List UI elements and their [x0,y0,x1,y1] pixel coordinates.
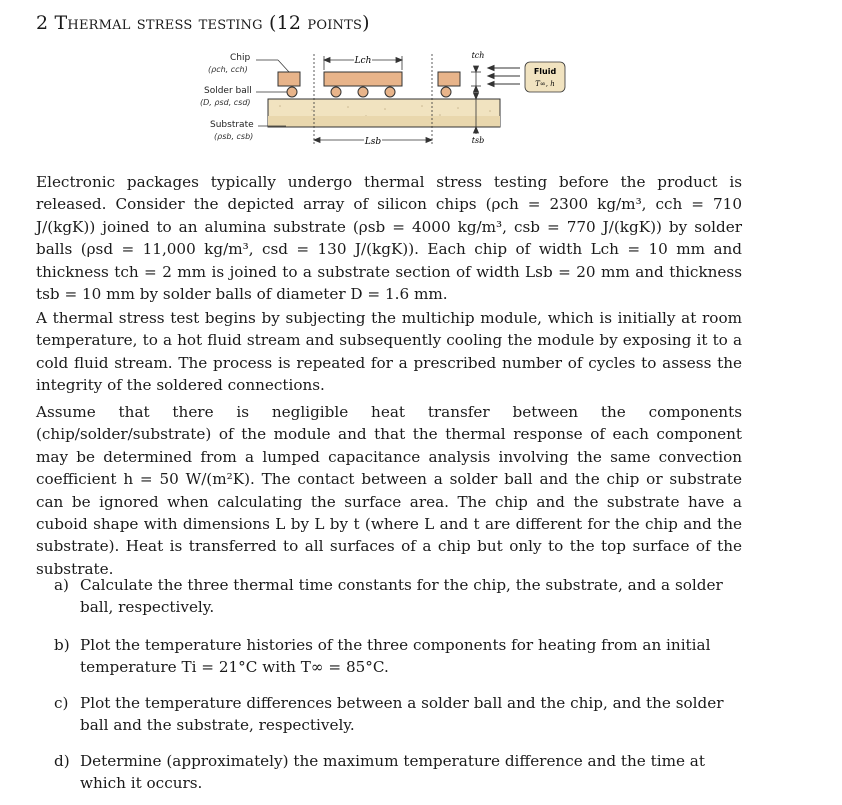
question-letter: b) [54,636,70,654]
chip-right [438,72,460,86]
paragraph-assumptions: Assume that there is negligible heat transfer between the components (chip/solder/substrate) of the module and that the thermal response of each component may be determined from a lumped capacitance analysis involving the same convection coefficient h = 50 W/(m²K). The contact between a solder ball and the chip or substrate can be ignored when calculating the surface area. The chip and the substrate have a cuboid shape with dimensions L by L by t (where L and t are different for the chip and the substrate). Heat is transferred to all surfaces of a chip but only to the top surface of the substrate. [36,403,742,578]
section-number: 2 [36,12,49,34]
question-letter: a) [54,576,69,594]
paragraph-test-description: A thermal stress test begins by subjecting the multichip module, which is initially at room temperature, to a hot fluid stream and subsequently cooling the module by exposing it to a cold fluid stream. The process is repeated for a prescribed number of cycles to assess the integrity of the soldered connections. [36,309,742,395]
paragraph-problem-setup: Electronic packages typically undergo thermal stress testing before the product is released. Consider the depicted array of silicon chips (ρch = 2300 kg/m³, cch = 710 J/(kgK)) joined to an alumina substrate (ρsb = 4000 kg/m³, csb = 770 J/(kgK)) by solder balls (ρsd = 11,000 kg/m³, csd = 130 J/(kgK)). Each chip of width Lch = 10 mm and thickness tch = 2 mm is joined to a substrate section of width Lsb = 20 mm and thickness tsb = 10 mm by solder balls of diameter D = 1.6 mm. [36,173,742,304]
fluid-props: T∞, h [535,80,555,88]
question-text: Plot the temperature differences between a solder ball and the chip, and the solder ball and the substrate, respectively. [80,694,724,735]
question-text: Determine (approximately) the maximum temperature difference and the time at which it occurs. [80,752,705,793]
substrate-label: Substrate [210,120,254,130]
multichip-module-figure [190,46,590,166]
chip-left [278,72,300,86]
chip-center [324,72,402,86]
dim-lch-label: Lch [354,56,372,66]
solder-balls [287,87,451,97]
section-heading: Thermal stress testing [54,12,263,34]
chip-label: Chip [230,53,251,63]
dim-tch-label: tch [471,51,485,60]
chip-props: (ρch, cch) [208,65,248,74]
question-text: Plot the temperature histories of the three components for heating from an initial temperature Ti = 21°C with T∞ = 85°C. [80,636,711,677]
question-text: Calculate the three thermal time constants for the chip, the substrate, and a solder ball, respectively. [80,576,723,617]
section-points: (12 points) [268,12,370,34]
question-letter: d) [54,752,70,770]
solder-props: (D, ρsd, csd) [200,98,251,107]
dim-tsb-label: tsb [471,136,485,145]
substrate-props: (ρsb, csb) [214,132,254,141]
dim-lsb-label: Lsb [364,137,382,147]
question-letter: c) [54,694,69,712]
fluid-label: Fluid [533,67,557,76]
section-title [36,12,816,34]
solder-label: Solder ball [204,86,252,96]
